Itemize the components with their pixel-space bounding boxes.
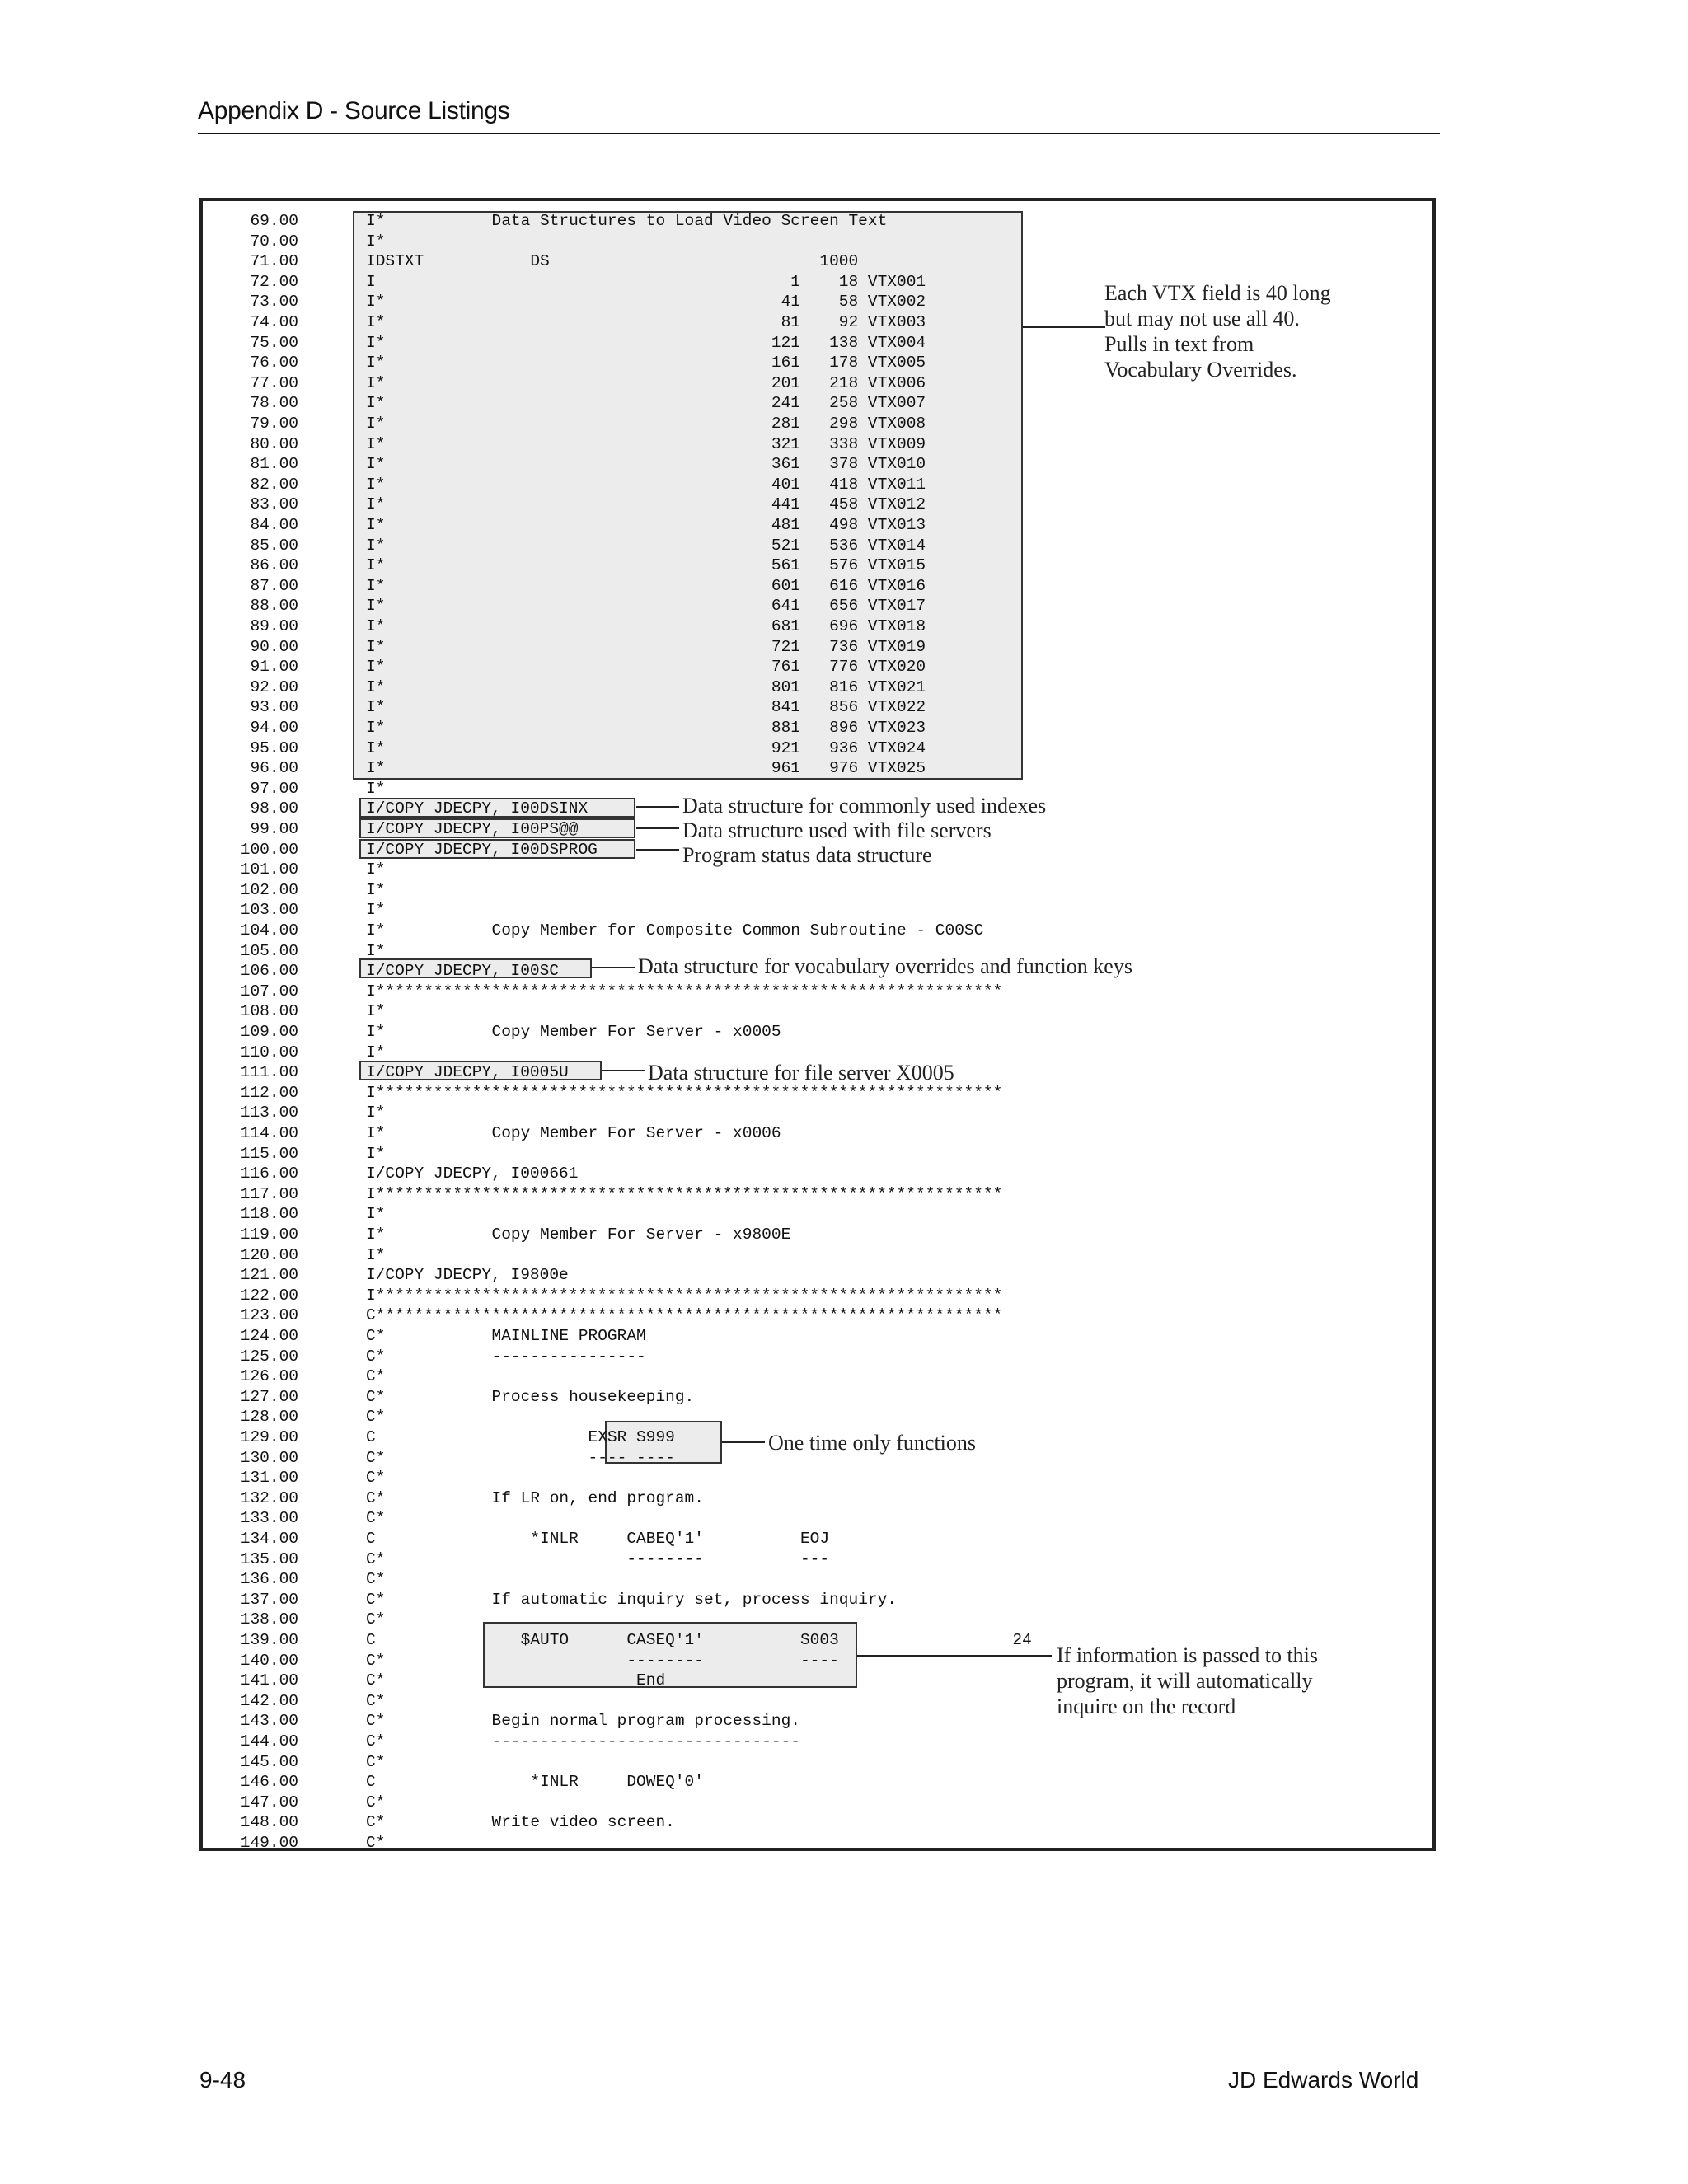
spec-code: C* (366, 1347, 386, 1366)
line-number: 104.00 (240, 921, 298, 940)
line-number: 81.00 (250, 455, 298, 473)
annotation-ps: Data structure used with file servers (682, 818, 992, 842)
spec-code: C (366, 1773, 376, 1791)
line-number: 126.00 (240, 1367, 298, 1385)
line-number: 105.00 (240, 942, 298, 960)
line-number: 103.00 (240, 901, 298, 919)
leader-x0005 (602, 1070, 645, 1071)
spec-code: C* (366, 1327, 386, 1345)
line-number: 116.00 (240, 1165, 298, 1183)
line-number: 107.00 (240, 982, 298, 1001)
spec-code: C* (366, 1489, 386, 1507)
footer-brand: JD Edwards World (1228, 2067, 1419, 2093)
spec-code: C (366, 1428, 376, 1446)
line-number: 138.00 (240, 1610, 298, 1629)
spec-code: I* (366, 415, 386, 433)
line-number: 83.00 (250, 495, 298, 513)
spec-code: C* (366, 1388, 386, 1406)
spec-code: C* (366, 1652, 386, 1670)
line-number: 87.00 (250, 577, 298, 595)
annotation-vtx-line: but may not use all 40. (1104, 307, 1300, 330)
line-number: 91.00 (250, 658, 298, 676)
source-code: 161 178 VTX005 (443, 354, 926, 372)
source-code: Begin normal program processing. (443, 1712, 800, 1730)
line-number: 132.00 (240, 1489, 298, 1507)
spec-code: I* (366, 739, 386, 757)
line-number: 112.00 (240, 1084, 298, 1102)
spec-code: C* (366, 1732, 386, 1750)
line-number: 129.00 (240, 1428, 298, 1446)
source-code: Write video screen. (443, 1813, 675, 1831)
source-code: ---- ---- (443, 1449, 675, 1467)
spec-code: C* (366, 1834, 386, 1852)
source-code: EXSR S999 (443, 1428, 675, 1446)
annotation-dsprog: Program status data structure (682, 843, 932, 867)
spec-code: C* (366, 1793, 386, 1811)
spec-code: C* (366, 1712, 386, 1730)
line-number: 135.00 (240, 1550, 298, 1568)
spec-code: I* (366, 881, 386, 899)
source-code: 641 656 VTX017 (443, 597, 926, 615)
spec-code: C* (366, 1509, 386, 1527)
line-number: 131.00 (240, 1469, 298, 1487)
spec-code: I* (366, 638, 386, 656)
line-number: 143.00 (240, 1712, 298, 1730)
line-number: 122.00 (240, 1286, 298, 1305)
source-code: Copy Member For Server - x0005 (443, 1023, 781, 1041)
annotation-auto-line: If information is passed to this (1057, 1643, 1319, 1667)
spec-code: I* (366, 597, 386, 615)
line-number: 94.00 (250, 719, 298, 737)
line-number: 73.00 (250, 293, 298, 311)
line-number: 92.00 (250, 678, 298, 696)
spec-code: I* (366, 354, 386, 372)
line-number: 100.00 (240, 841, 298, 859)
line-number: 119.00 (240, 1226, 298, 1244)
line-number: 146.00 (240, 1773, 298, 1791)
spec-code: I* (366, 942, 386, 960)
source-code: 1 18 VTX001 (443, 273, 926, 291)
spec-code: I (366, 273, 376, 291)
spec-code: C* (366, 1753, 386, 1771)
spec-code: I***************************************************************** (366, 1286, 1003, 1305)
line-number: 118.00 (240, 1205, 298, 1223)
spec-code: I/COPY JDECPY, I0005U (366, 1063, 569, 1081)
source-code: 201 218 VTX006 (443, 374, 926, 392)
spec-code: I* (366, 455, 386, 473)
source-code: If automatic inquiry set, process inquiry. (443, 1591, 897, 1609)
spec-code: I***************************************************************** (366, 1084, 1003, 1102)
source-code: 41 58 VTX002 (443, 293, 926, 311)
annotation-vtx-line: Each VTX field is 40 long (1104, 281, 1331, 305)
line-number: 98.00 (250, 799, 298, 818)
spec-code: I* (366, 780, 386, 798)
source-code: 81 92 VTX003 (443, 313, 926, 331)
source-code: 681 696 VTX018 (443, 617, 926, 635)
leader-sc (592, 967, 635, 968)
spec-code: I* (366, 698, 386, 716)
line-number: 145.00 (240, 1753, 298, 1771)
spec-code: I* (366, 212, 386, 230)
line-number: 74.00 (250, 313, 298, 331)
annotation-vtx-line: Pulls in text from (1104, 332, 1254, 356)
source-code: 361 378 VTX010 (443, 455, 926, 473)
spec-code: IDSTXT (366, 252, 424, 270)
source-code: *INLR CABEQ'1' EOJ (443, 1530, 830, 1548)
source-code: Copy Member For Server - x9800E (443, 1226, 791, 1244)
line-number: 124.00 (240, 1327, 298, 1345)
spec-code: I* (366, 1023, 386, 1041)
line-number: 85.00 (250, 537, 298, 555)
line-number: 106.00 (240, 962, 298, 980)
line-number: 111.00 (240, 1063, 298, 1081)
spec-code: I* (366, 537, 386, 555)
line-number: 90.00 (250, 638, 298, 656)
source-code: If LR on, end program. (443, 1489, 704, 1507)
source-code: 121 138 VTX004 (443, 334, 926, 352)
line-number: 77.00 (250, 374, 298, 392)
line-number: 128.00 (240, 1408, 298, 1426)
spec-code: I/COPY JDECPY, I9800e (366, 1266, 569, 1284)
spec-code: C* (366, 1550, 386, 1568)
spec-code: C* (366, 1692, 386, 1710)
annotation-vtx (1104, 280, 1331, 382)
source-code: -------------------------------- (443, 1732, 800, 1750)
source-code: 321 338 VTX009 (443, 435, 926, 453)
source-code: 241 258 VTX007 (443, 394, 926, 412)
spec-code: I* (366, 1246, 386, 1264)
spec-code: C***************************************************************** (366, 1306, 1003, 1324)
spec-code: I/COPY JDECPY, I00DSINX (366, 799, 588, 818)
line-number: 115.00 (240, 1145, 298, 1163)
spec-code: C* (366, 1813, 386, 1831)
line-number: 79.00 (250, 415, 298, 433)
line-number: 130.00 (240, 1449, 298, 1467)
source-code: 561 576 VTX015 (443, 556, 926, 574)
spec-code: I* (366, 719, 386, 737)
leader-s999 (722, 1441, 765, 1443)
line-number: 101.00 (240, 860, 298, 879)
line-number: 69.00 (250, 212, 298, 230)
leader-dsinx (636, 806, 679, 808)
spec-code: I/COPY JDECPY, I000661 (366, 1165, 579, 1183)
spec-code: I* (366, 921, 386, 940)
source-code: Copy Member For Server - x0006 (443, 1124, 781, 1142)
spec-code: I* (366, 394, 386, 412)
line-number: 147.00 (240, 1793, 298, 1811)
line-number: 136.00 (240, 1570, 298, 1588)
source-code: 841 856 VTX022 (443, 698, 926, 716)
source-code: $AUTO CASEQ'1' S003 24 (443, 1631, 1032, 1649)
source-code: 481 498 VTX013 (443, 516, 926, 534)
line-number: 133.00 (240, 1509, 298, 1527)
leader-ps (636, 827, 679, 829)
source-code: ---------------- (443, 1347, 646, 1366)
source-code: 601 616 VTX016 (443, 577, 926, 595)
annotation-auto (1057, 1643, 1318, 1719)
line-number: 142.00 (240, 1692, 298, 1710)
source-code: 881 896 VTX023 (443, 719, 926, 737)
spec-code: C* (366, 1408, 386, 1426)
line-number: 89.00 (250, 617, 298, 635)
spec-code: I* (366, 334, 386, 352)
line-number: 109.00 (240, 1023, 298, 1041)
line-number: 84.00 (250, 516, 298, 534)
spec-code: C (366, 1631, 376, 1649)
spec-code: I* (366, 1226, 386, 1244)
source-code: -------- --- (443, 1550, 830, 1568)
source-code: DS 1000 (443, 252, 859, 270)
line-number: 78.00 (250, 394, 298, 412)
annotation-vtx-line: Vocabulary Overrides. (1104, 358, 1297, 382)
source-code: 721 736 VTX019 (443, 638, 926, 656)
line-number: 127.00 (240, 1388, 298, 1406)
annotation-dsinx: Data structure for commonly used indexes (682, 794, 1047, 818)
spec-code: I* (366, 516, 386, 534)
source-code: 521 536 VTX014 (443, 537, 926, 555)
page-header: Appendix D - Source Listings (198, 97, 510, 124)
spec-code: I* (366, 658, 386, 676)
line-number: 140.00 (240, 1652, 298, 1670)
line-number: 96.00 (250, 759, 298, 777)
line-number: 148.00 (240, 1813, 298, 1831)
source-code: End (443, 1671, 666, 1690)
spec-code: C (366, 1530, 376, 1548)
annotation-s999: One time only functions (768, 1431, 977, 1455)
spec-code: I* (366, 1043, 386, 1062)
spec-code: C* (366, 1469, 386, 1487)
leader-auto (857, 1655, 1052, 1657)
line-number: 76.00 (250, 354, 298, 372)
spec-code: I***************************************************************** (366, 982, 1003, 1001)
line-number: 80.00 (250, 435, 298, 453)
line-number: 75.00 (250, 334, 298, 352)
line-number: 95.00 (250, 739, 298, 757)
spec-code: I* (366, 476, 386, 494)
line-number: 144.00 (240, 1732, 298, 1750)
spec-code: I* (366, 1124, 386, 1142)
line-number: 99.00 (250, 820, 298, 838)
spec-code: I* (366, 617, 386, 635)
source-code: -------- ---- (443, 1652, 839, 1670)
line-number: 102.00 (240, 881, 298, 899)
source-code: Process housekeeping. (443, 1388, 695, 1406)
spec-code: I* (366, 678, 386, 696)
source-code: 801 816 VTX021 (443, 678, 926, 696)
line-number: 113.00 (240, 1104, 298, 1122)
line-number: 70.00 (250, 232, 298, 251)
source-code: Data Structures to Load Video Screen Text (443, 212, 888, 230)
spec-code: I* (366, 313, 386, 331)
line-number: 120.00 (240, 1246, 298, 1264)
spec-code: I* (366, 556, 386, 574)
line-number: 125.00 (240, 1347, 298, 1366)
spec-code: I/COPY JDECPY, I00SC (366, 962, 560, 980)
spec-code: I/COPY JDECPY, I00PS@@ (366, 820, 579, 838)
spec-code: I* (366, 495, 386, 513)
spec-code: C* (366, 1449, 386, 1467)
line-number: 114.00 (240, 1124, 298, 1142)
line-number: 86.00 (250, 556, 298, 574)
line-number: 93.00 (250, 698, 298, 716)
spec-code: I***************************************************************** (366, 1185, 1003, 1203)
spec-code: I/COPY JDECPY, I00DSPROG (366, 841, 598, 859)
spec-code: I* (366, 759, 386, 777)
spec-code: I* (366, 435, 386, 453)
spec-code: C* (366, 1610, 386, 1629)
source-code: *INLR DOWEQ'0' (443, 1773, 704, 1791)
line-number: 121.00 (240, 1266, 298, 1284)
line-number: 134.00 (240, 1530, 298, 1548)
source-code: 961 976 VTX025 (443, 759, 926, 777)
spec-code: C* (366, 1671, 386, 1690)
line-number: 117.00 (240, 1185, 298, 1203)
spec-code: C* (366, 1367, 386, 1385)
leader-vtx (1023, 326, 1105, 328)
spec-code: I* (366, 1145, 386, 1163)
line-number: 139.00 (240, 1631, 298, 1649)
line-number: 123.00 (240, 1306, 298, 1324)
annotation-auto-line: program, it will automatically (1057, 1669, 1313, 1693)
spec-code: I* (366, 860, 386, 879)
line-number: 137.00 (240, 1591, 298, 1609)
source-code: MAINLINE PROGRAM (443, 1327, 646, 1345)
source-code: 441 458 VTX012 (443, 495, 926, 513)
header-rule (198, 133, 1440, 134)
line-number: 97.00 (250, 780, 298, 798)
spec-code: I* (366, 293, 386, 311)
annotation-x0005: Data structure for file server X0005 (648, 1061, 954, 1085)
spec-code: C* (366, 1570, 386, 1588)
leader-dsprog (636, 849, 679, 851)
line-number: 110.00 (240, 1043, 298, 1062)
line-number: 88.00 (250, 597, 298, 615)
line-number: 71.00 (250, 252, 298, 270)
spec-code: I* (366, 374, 386, 392)
annotation-sc: Data structure for vocabulary overrides and function keys (638, 954, 1132, 978)
annotation-auto-line: inquire on the record (1057, 1694, 1236, 1718)
source-code: Copy Member for Composite Common Subroutine - C00SC (443, 921, 984, 940)
spec-code: I* (366, 1104, 386, 1122)
page-number: 9-48 (199, 2067, 246, 2093)
source-code: 761 776 VTX020 (443, 658, 926, 676)
spec-code: C* (366, 1591, 386, 1609)
source-code: 401 418 VTX011 (443, 476, 926, 494)
line-number: 72.00 (250, 273, 298, 291)
source-code: 921 936 VTX024 (443, 739, 926, 757)
line-number: 108.00 (240, 1002, 298, 1020)
line-number: 149.00 (240, 1834, 298, 1852)
spec-code: I* (366, 1205, 386, 1223)
spec-code: I* (366, 232, 386, 251)
spec-code: I* (366, 901, 386, 919)
line-number: 82.00 (250, 476, 298, 494)
spec-code: I* (366, 1002, 386, 1020)
source-code: 281 298 VTX008 (443, 415, 926, 433)
spec-code: I* (366, 577, 386, 595)
line-number: 141.00 (240, 1671, 298, 1690)
